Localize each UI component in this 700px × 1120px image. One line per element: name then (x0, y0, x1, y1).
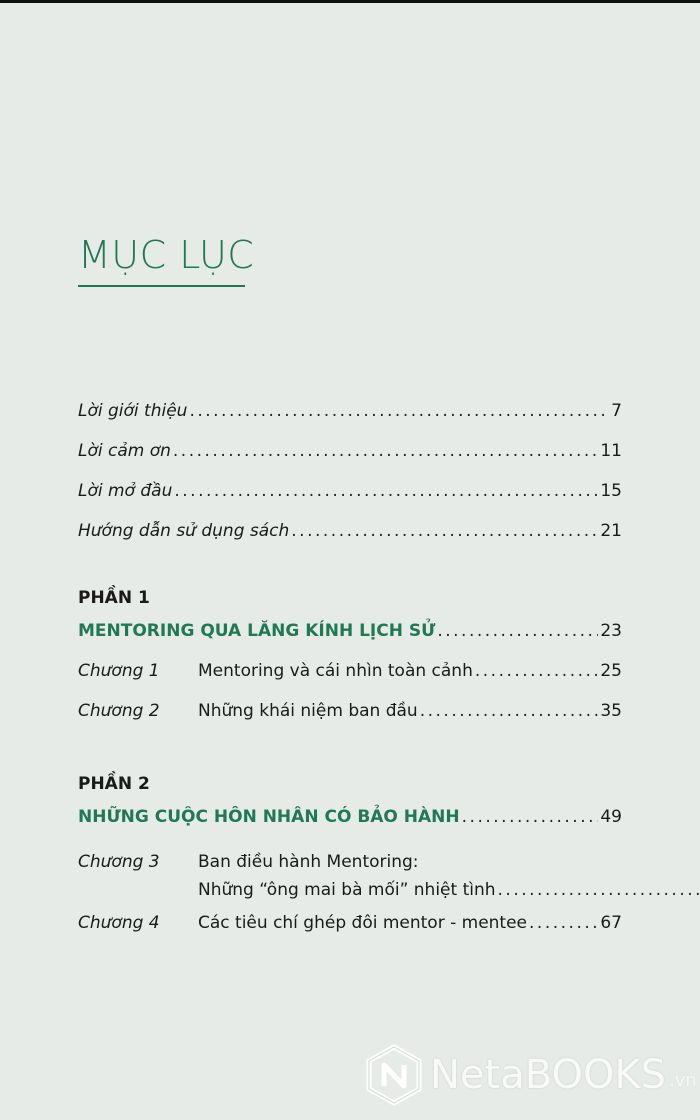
toc-entry-page: 15 (600, 481, 622, 501)
chapter-page: 25 (600, 661, 622, 681)
chapter-title: Những khái niệm ban đầu (198, 701, 418, 721)
chapter-title-line1: Ban điều hành Mentoring: (198, 852, 419, 872)
toc-entry-label: Lời cảm ơn (78, 441, 171, 461)
toc-entry[interactable] (78, 438, 622, 478)
dot-leader (174, 478, 598, 504)
top-border (0, 0, 700, 3)
toc-entry[interactable] (78, 478, 622, 518)
dot-leader (291, 518, 598, 544)
dot-leader (475, 658, 599, 684)
page-title: MỤC LỤC (78, 233, 255, 277)
dot-leader (437, 618, 598, 644)
part-title: MENTORING QUA LĂNG KÍNH LỊCH SỬ (78, 621, 436, 641)
chapter-title-line2 (198, 876, 700, 904)
dot-leader (173, 438, 598, 464)
dot-leader (420, 698, 599, 724)
title-underline (78, 285, 245, 287)
dot-leader (529, 910, 598, 936)
part-page: 49 (600, 807, 622, 827)
chapter-title-block (198, 848, 700, 904)
chapter-title: Mentoring và cái nhìn toàn cảnh (198, 661, 473, 681)
chapter-number: Chương 1 (78, 661, 160, 681)
dot-leader (462, 804, 599, 830)
watermark-brand: NetaBOOKS (430, 1052, 667, 1098)
toc-entry-page: 7 (611, 401, 622, 421)
chapter-page: 67 (600, 913, 622, 933)
watermark-suffix: .vn (669, 1069, 697, 1091)
dot-leader (189, 398, 609, 424)
toc-entry-label: Hướng dẫn sử dụng sách (78, 521, 290, 541)
chapter-number: Chương 3 (78, 852, 160, 872)
chapter-entry[interactable] (78, 848, 622, 904)
toc-entry-page: 11 (600, 441, 622, 461)
part-title-entry[interactable] (78, 804, 622, 844)
chapter-title: Các tiêu chí ghép đôi mentor - mentee (198, 913, 528, 933)
toc-title-block (78, 232, 254, 287)
toc-entry-label: Lời giới thiệu (78, 401, 188, 421)
toc-entry-label: Lời mở đầu (78, 481, 173, 501)
chapter-title: Những “ông mai bà mối” nhiệt tình (198, 880, 496, 900)
part-page: 23 (600, 621, 622, 641)
part-title-entry[interactable] (78, 618, 622, 658)
watermark-logo (366, 1044, 697, 1106)
table-of-contents (78, 398, 622, 950)
chapter-number: Chương 4 (78, 913, 160, 933)
chapter-number: Chương 2 (78, 701, 160, 721)
part-heading: PHẦN 2 (78, 774, 150, 794)
chapter-entry[interactable] (78, 910, 622, 950)
chapter-entry[interactable] (78, 698, 622, 738)
toc-entry[interactable] (78, 518, 622, 558)
toc-entry[interactable] (78, 398, 622, 438)
chapter-entry[interactable] (78, 658, 622, 698)
part-heading: PHẦN 1 (78, 588, 150, 608)
toc-entry-page: 21 (600, 521, 622, 541)
hexagon-n-logo-icon (366, 1044, 422, 1106)
part-title: NHỮNG CUỘC HÔN NHÂN CÓ BẢO HÀNH (78, 807, 460, 827)
dot-leader (498, 876, 700, 904)
chapter-page: 35 (600, 701, 622, 721)
